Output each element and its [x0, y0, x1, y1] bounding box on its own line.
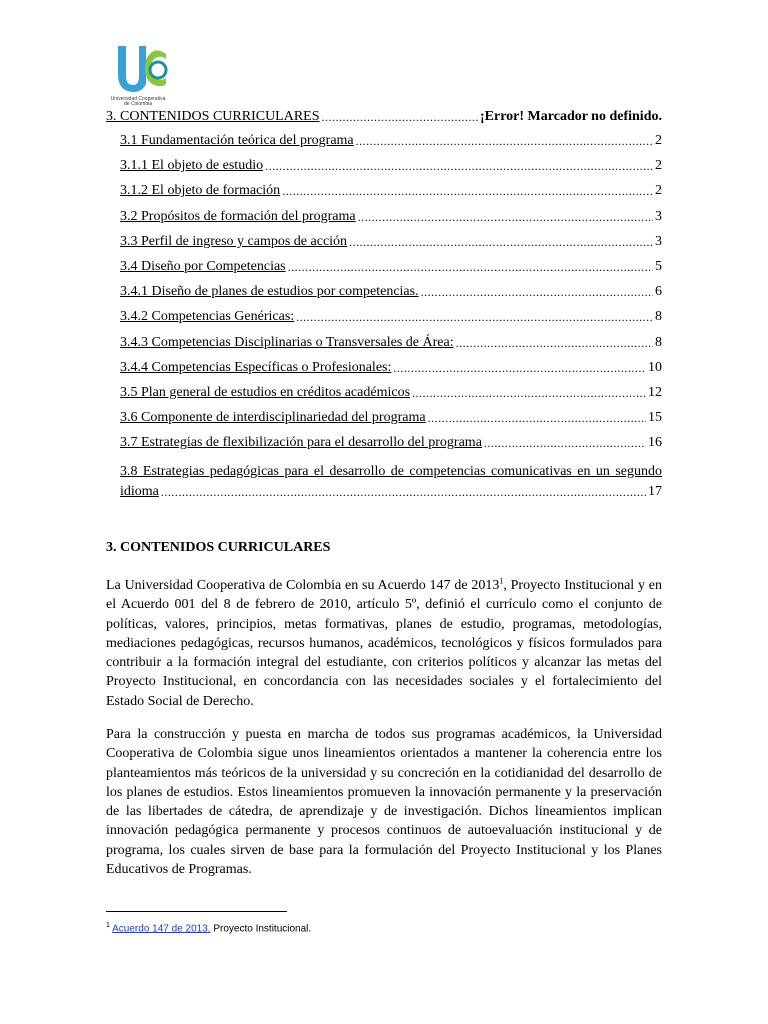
toc-leader-dots: [456, 335, 653, 351]
toc-entry-page: 16: [648, 435, 662, 451]
toc-entry-label[interactable]: 3.6 Componente de interdisciplinariedad del programa: [120, 410, 426, 426]
toc-leader-dots: [296, 309, 653, 325]
toc-entry[interactable]: [120, 234, 662, 250]
toc-entry[interactable]: [120, 309, 662, 325]
toc-entry[interactable]: [120, 183, 662, 199]
footnote-separator: [106, 911, 287, 912]
toc-entry[interactable]: [120, 209, 662, 225]
toc-leader-dots: [322, 109, 478, 125]
logo-caption-line1: Universidad Cooperativa: [110, 96, 166, 102]
footnote-ref[interactable]: 1: [499, 576, 504, 586]
toc-entry-label[interactable]: 3.2 Propósitos de formación del programa: [120, 208, 356, 224]
toc-heading[interactable]: [106, 109, 662, 125]
toc-leader-dots: [358, 209, 653, 225]
toc-entry-page: 6: [655, 284, 662, 300]
logo-ring: [150, 62, 166, 78]
toc-heading-error: ¡Error! Marcador no definido.: [480, 109, 662, 124]
toc-entry-page: 12: [648, 385, 662, 400]
toc-entry-label[interactable]: 3.1.1 El objeto de estudio: [120, 158, 264, 174]
toc-entry[interactable]: [120, 410, 662, 426]
section-title: 3. CONTENIDOS CURRICULARES: [106, 540, 331, 555]
toc-entry[interactable]: [120, 259, 662, 275]
toc-entry-page: 8: [655, 334, 662, 350]
toc-leader-dots: [282, 183, 653, 199]
toc-entry-label[interactable]: 3.4 Diseño por Competencias: [120, 259, 286, 274]
toc-entry-label-line2[interactable]: idioma: [120, 484, 159, 499]
toc-heading-label[interactable]: 3. CONTENIDOS CURRICULARES: [106, 109, 320, 124]
toc-leader-dots: [421, 284, 653, 300]
toc-entry-label[interactable]: 3.1.2 El objeto de formación: [120, 183, 281, 199]
toc-leader-dots: [393, 360, 646, 376]
toc-entry-label[interactable]: 3.7 Estrategias de flexibilización para el desarrollo del programa: [120, 435, 482, 451]
toc-entry-page: 2: [655, 158, 662, 174]
logo-caption-line2: de Colombia: [123, 101, 153, 107]
footnote: [106, 920, 311, 935]
toc-entry[interactable]: [120, 435, 662, 451]
toc-entry-page: 10: [648, 359, 662, 375]
toc-leader-dots: [265, 158, 653, 174]
footnote-number: 1: [106, 922, 110, 929]
footnote-link[interactable]: Acuerdo 147 de 2013.: [112, 923, 211, 935]
logo-c-shape: [145, 50, 166, 86]
toc-entry-label[interactable]: 3.4.3 Competencias Disciplinarias o Transversales de Área:: [120, 334, 454, 350]
toc-entry[interactable]: [120, 133, 662, 149]
toc-leader-dots: [412, 385, 646, 401]
toc-entry[interactable]: [120, 385, 662, 401]
toc-entry-label[interactable]: 3.1 Fundamentación teórica del programa: [120, 133, 354, 148]
logo-caption: [107, 97, 169, 107]
toc-leader-dots: [161, 482, 646, 502]
toc-entry-page: 2: [655, 183, 662, 199]
toc-leader-dots: [484, 435, 646, 451]
toc-entry-label[interactable]: 3.3 Perfil de ingreso y campos de acción: [120, 233, 348, 249]
toc-entry[interactable]: [120, 360, 662, 376]
toc-leader-dots: [356, 133, 653, 149]
toc-entry-label[interactable]: 3.5 Plan general de estudios en créditos académicos: [120, 385, 411, 400]
toc-leader-dots: [349, 234, 653, 250]
toc-entry-label[interactable]: 3.4.4 Competencias Específicas o Profesionales:: [120, 359, 392, 375]
toc-entry-page: 5: [655, 259, 662, 274]
toc-entry-label[interactable]: 3.4.1 Diseño de planes de estudios por competencias.: [120, 284, 419, 300]
toc-entry-3-8[interactable]: [120, 462, 662, 502]
toc-entry[interactable]: [120, 284, 662, 300]
logo-u-shape: [118, 46, 146, 92]
paragraph-1-rest: , Proyecto Institucional y en el Acuerdo 001 del 8 de febrero de 2010, artículo 5º, definió el currículo como el conjunto de políticas, valores, principios, metas formativas, planes de estudio, programas, metodologías, mediaciones pedagógicas, recursos humanos, académicos, tecnológicos y físicos formulados para contribuir a la formación integral del estudiante, con criterios políticos y alcanzar las metas del Proyecto Institucional, en concordancia con las necesidades sociales y el fortalecimiento del Estado Social de Derecho.: [106, 578, 663, 709]
toc-leader-dots: [428, 410, 646, 426]
toc-entry-page: 3: [655, 208, 662, 224]
toc-entry-page: 17: [648, 484, 662, 499]
toc-entry-page: 15: [648, 410, 662, 426]
toc-entry-page: 8: [655, 309, 662, 325]
toc-leader-dots: [288, 259, 653, 275]
toc-entry-label[interactable]: 3.4.2 Competencias Genéricas:: [120, 309, 295, 325]
paragraph-2: Para la construcción y puesta en marcha de todos sus programas académicos, la Universidad Cooperativa de Colombia sigue unos lineamientos orientados a mantener la coherencia entre los planteamientos más teóricos de la universidad y su concreción en la cotidianidad del desarrollo de los planes de estudios. Estos lineamientos promueven la innovación permanente y la preservación de las libertades de cátedra, de aprendizaje y de investigación. Dichos lineamientos implican innovación pedagógica permanente y procesos continuos de autoevaluación institucional y de programa, los cuales sirven de base para la formulación del Proyecto Institucional y los Planes Educativos de Programas.: [106, 727, 662, 878]
toc-entry[interactable]: [120, 158, 662, 174]
toc-entry-page: 3: [655, 233, 662, 249]
toc-entry-label-line1[interactable]: 3.8 Estrategias pedagógicas para el desarrollo de competencias comunicativas en un segundo: [120, 464, 662, 479]
toc-entry[interactable]: [120, 335, 662, 351]
paragraph-1: [106, 576, 662, 711]
footnote-text: Proyecto Institucional.: [210, 923, 312, 935]
toc-entry-page: 2: [655, 133, 662, 148]
paragraph-1-start: La Universidad Cooperativa de Colombia en su Acuerdo 147 de 2013: [106, 578, 500, 593]
